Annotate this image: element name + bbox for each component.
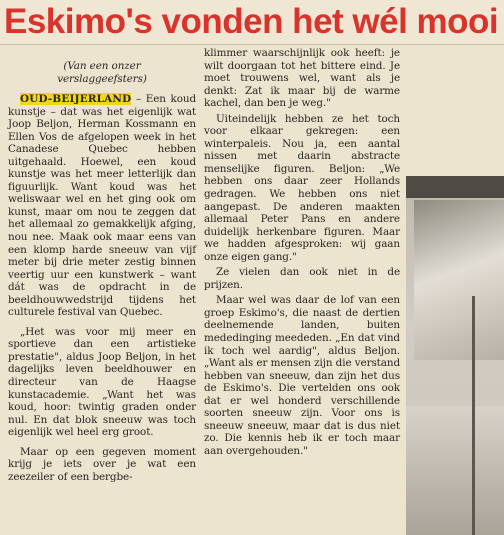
dateline: OUD-BEIJERLAND [20, 93, 132, 105]
photo-snow-drift [406, 406, 504, 535]
snow-sculpture-photo [406, 176, 504, 535]
photo-snow-wall [414, 200, 504, 360]
paragraph: Maar op een gegeven moment krijg je iets over je wat een zeezeiler of een bergbe- [8, 445, 196, 483]
photo-pole [472, 296, 475, 535]
paragraph-text: – Een koud kunstje – dat was het eigenlijk wat Joop Beljon, Herman Kossmann en Ellen Vos de afgelopen week in het Canadese Quebec hebben uitgehaald. Hoewel, een koud kunstje was het meer letterlijk dan figuurlijk. Want koud was het weliswaar wel en het ging ook om kunst, maar om nou te zeggen dat het allemaal zo gemakkelijk afging, nou nee. Maak ook maar eens van een klomp harde sneeuw van vijf meter bij drie meter zestig binnen veertig uur een kunstwerk – want dát was de opdracht in de beeldhouwwedstrijd tijdens het culturele festival van Quebec. [8, 93, 196, 319]
headline: Eskimo's vonden het wél mooi [4, 2, 499, 41]
headline-banner [0, 0, 504, 45]
byline-line-1: (Van een onzer [63, 60, 141, 72]
paragraph: „Het was voor mij meer en sportieve dan een artistieke prestatie", aldus Joop Beljon, in het dagelijks leven beeldhouwer en directeur van de Haagse kunstacademie. „Want het was koud, hoor: twintig graden onder nul. En dat blok sneeuw was toch eigenlijk wel heel erg groot. [8, 325, 196, 439]
paragraph: Uiteindelijk hebben ze het toch voor elkaar gekregen: een winterpaleis. Nou ja, een aantal nissen met daarin abstracte menselijke figuren. Beljon: „We hebben ons daar zeer Hollands gedragen. We hebben ons niet aangepast. De anderen maakten allemaal Peter Pans en andere duidelijk herkenbare figuren. Maar we hadden afgesproken: wij gaan onze eigen gang." [204, 112, 400, 263]
article-column-1 [8, 60, 196, 483]
byline-line-2: verslaggeefsters) [57, 72, 147, 85]
paragraph: Ze vielen dan ook niet in de prijzen. [204, 266, 400, 291]
byline [8, 60, 196, 85]
paragraph [8, 93, 196, 319]
article-column-2 [204, 47, 400, 458]
photo-dark-strip [406, 176, 504, 198]
paragraph: klimmer waarschijnlijk ook heeft: je wilt doorgaan tot het bittere eind. Je moet trouwens wel, want als je denkt: Zat ik maar bij de warme kachel, dan ben je weg." [204, 47, 400, 110]
paragraph: Maar wel was daar de lof van een groep Eskimo's, die naast de dertien deelnemende landen, buiten mededinging meededen. „En dat vind ik toch wel aardig", aldus Beljon. „Want als er mensen zijn die verstand hebben van sneeuw, dan zijn het dus de Eskimo's. Die vertelden ons ook dat er wel honderd verschillende soorten sneeuw zijn. Voor ons is sneeuw sneeuw, maar dat is dus niet zo. Die kennis heb ik er toch maar aan overgehouden." [204, 294, 400, 457]
